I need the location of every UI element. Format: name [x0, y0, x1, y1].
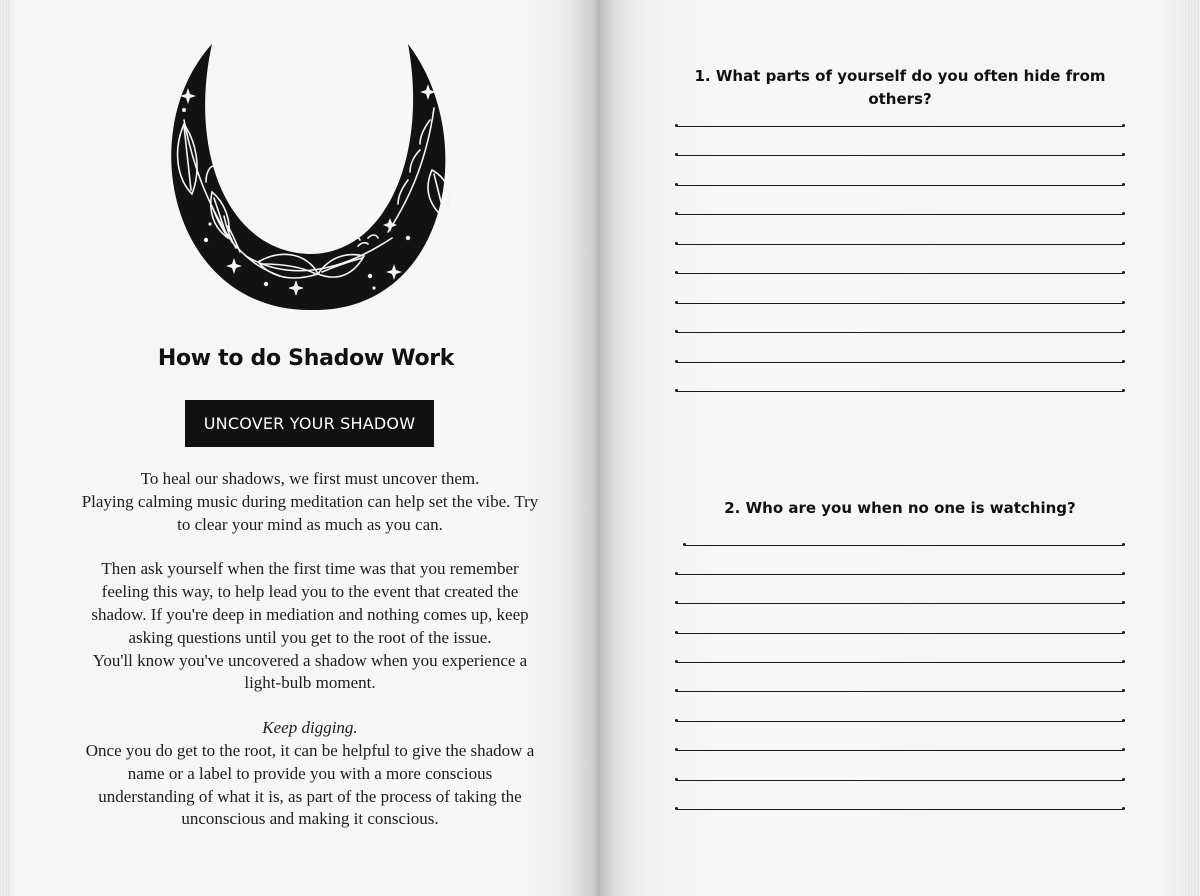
answer-line[interactable] [676, 244, 1124, 245]
paragraph-line: Then ask yourself when the first time was that you remember [101, 559, 519, 579]
answer-line[interactable] [676, 155, 1124, 156]
body-text [40, 468, 580, 831]
question-1-line-2: others? [868, 90, 932, 108]
paragraph-line: light-bulb moment. [244, 673, 376, 693]
question-1-line-1: 1. What parts of yourself do you often hide from [694, 67, 1106, 85]
answer-line[interactable] [684, 545, 1124, 546]
answer-line[interactable] [676, 362, 1124, 363]
question-2: 2. Who are you when no one is watching? [724, 499, 1076, 517]
paragraph-line: understanding of what it is, as part of the process of taking the [98, 786, 522, 806]
right-page [600, 0, 1200, 896]
paragraph-line: to clear your mind as much as you can. [177, 514, 443, 534]
answer-line[interactable] [676, 332, 1124, 333]
answer-line[interactable] [676, 214, 1124, 215]
uncover-your-shadow-button[interactable]: UNCOVER YOUR SHADOW [185, 400, 434, 447]
answer-line[interactable] [676, 574, 1124, 575]
emphasis-text: Keep digging. [262, 718, 358, 738]
paragraph-line: unconscious and making it conscious. [181, 809, 439, 829]
paragraph-line: feeling this way, to help lead you to the event that created the [101, 582, 519, 602]
left-page-edge [0, 0, 10, 896]
answer-line[interactable] [676, 391, 1124, 392]
answer-line[interactable] [676, 750, 1124, 751]
answer-line[interactable] [676, 780, 1124, 781]
crescent-moon-floral-icon [162, 42, 458, 312]
answer-line[interactable] [676, 662, 1124, 663]
paragraph-line: To heal our shadows, we first must uncover them. [140, 469, 480, 488]
paragraph-line: asking questions until you get to the root of the issue. [128, 627, 492, 647]
answer-line[interactable] [676, 633, 1124, 634]
answer-line[interactable] [676, 185, 1124, 186]
question-1 [690, 65, 1110, 111]
answer-line[interactable] [676, 273, 1124, 274]
paragraph-line: You'll know you've uncovered a shadow when you experience a [92, 650, 528, 670]
answer-line[interactable] [676, 691, 1124, 692]
paragraph-line: Once you do get to the root, it can be helpful to give the shadow a [85, 740, 535, 760]
paragraph-line: shadow. If you're deep in mediation and nothing comes up, keep [91, 604, 529, 624]
paragraph-line: Playing calming music during meditation can help set the vibe. Try [81, 491, 539, 511]
page-title: How to do Shadow Work [157, 346, 455, 371]
answer-line[interactable] [676, 303, 1124, 304]
right-page-edge [1186, 0, 1200, 896]
answer-line[interactable] [676, 721, 1124, 722]
answer-line[interactable] [676, 603, 1124, 604]
answer-line[interactable] [676, 809, 1124, 810]
answer-line[interactable] [676, 126, 1124, 127]
paragraph-line: name or a label to provide you with a more conscious [127, 763, 493, 783]
